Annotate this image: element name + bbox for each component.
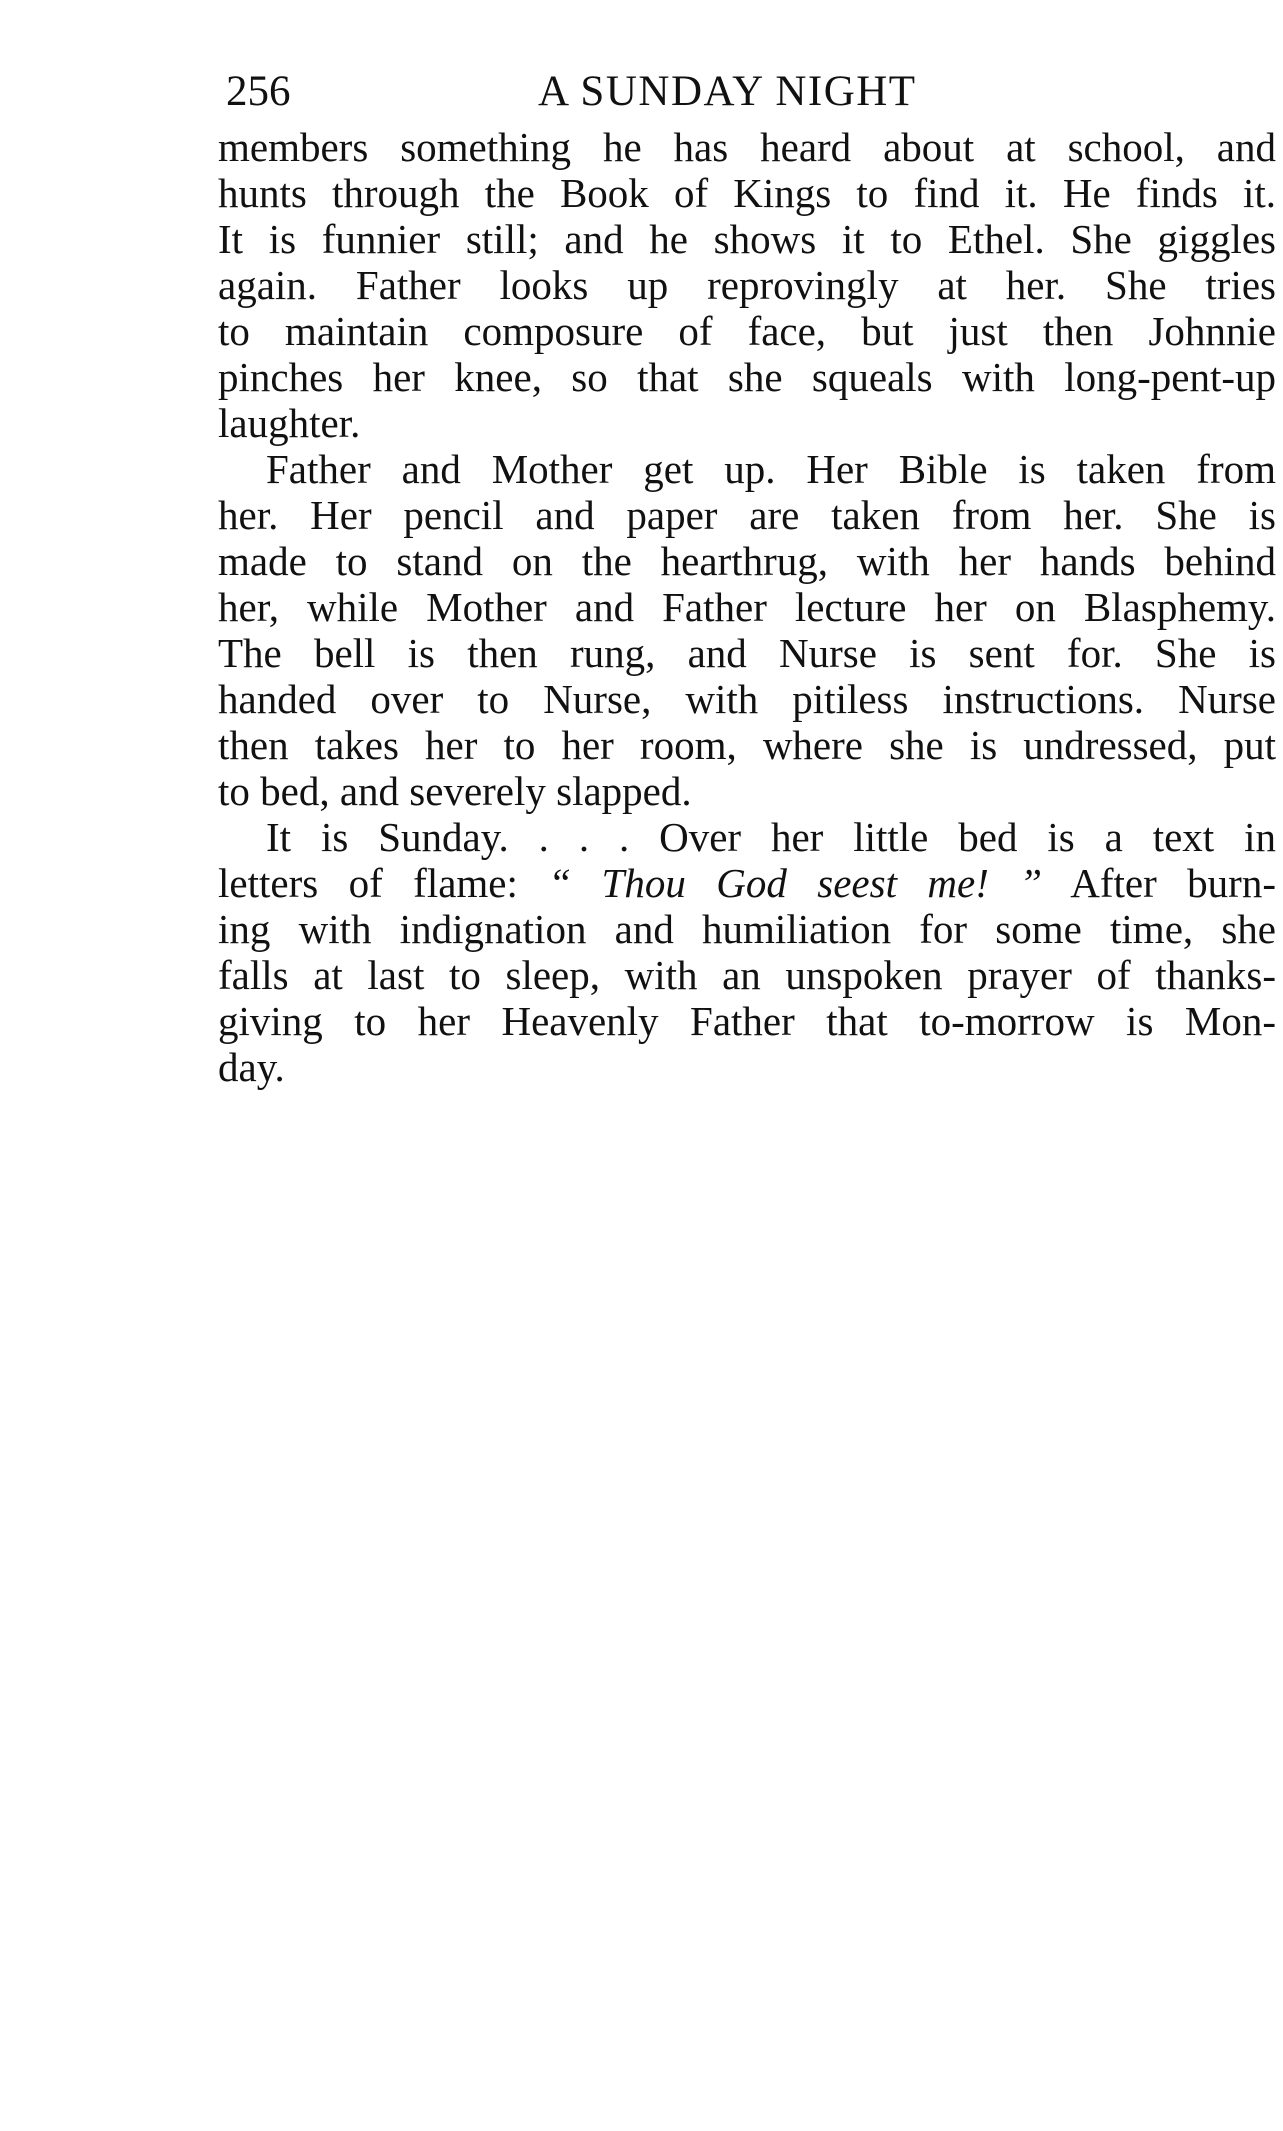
text-line: pinches her knee, so that she squeals with long-pent-up bbox=[218, 354, 1276, 400]
text-line: then takes her to her room, where she is undressed, put bbox=[218, 722, 1276, 768]
text-line: falls at last to sleep, with an unspoken prayer of thanks- bbox=[218, 952, 1276, 998]
text-line: Father and Mother get up. Her Bible is taken from bbox=[266, 446, 1276, 492]
text-fragment: After burn- bbox=[1042, 860, 1276, 906]
text-line: her, while Mother and Father lecture her on Blasphemy. bbox=[218, 584, 1276, 630]
text-line: handed over to Nurse, with pitiless instructions. Nurse bbox=[218, 676, 1276, 722]
text-line: hunts through the Book of Kings to find it. He finds it. bbox=[218, 170, 1276, 216]
text-line: her. Her pencil and paper are taken from her. She is bbox=[218, 492, 1276, 538]
text-line: It is Sunday. . . . Over her little bed is a text in bbox=[266, 814, 1276, 860]
text-line: ing with indignation and humiliation for some time, she bbox=[218, 906, 1276, 952]
text-line: to bed, and severely slapped. bbox=[218, 768, 692, 814]
text-line: It is funnier still; and he shows it to Ethel. She giggles bbox=[218, 216, 1276, 262]
page-number: 256 bbox=[226, 68, 291, 115]
italic-quote: “ Thou God seest me! ” bbox=[548, 860, 1043, 906]
text-line: to maintain composure of face, but just then Johnnie bbox=[218, 308, 1276, 354]
body-text bbox=[218, 124, 1276, 1090]
running-title: A SUNDAY NIGHT bbox=[538, 68, 917, 115]
text-line: laughter. bbox=[218, 400, 361, 446]
text-line: The bell is then rung, and Nurse is sent for. She is bbox=[218, 630, 1276, 676]
text-line: made to stand on the hearthrug, with her hands behind bbox=[218, 538, 1276, 584]
running-head bbox=[218, 60, 1276, 124]
paragraph-3 bbox=[218, 814, 1276, 1090]
text-fragment: letters of flame: bbox=[218, 860, 549, 906]
text-line: again. Father looks up reprovingly at her. She tries bbox=[218, 262, 1276, 308]
paragraph-2 bbox=[218, 446, 1276, 814]
book-page bbox=[218, 60, 1276, 1090]
text-line: members something he has heard about at school, and bbox=[218, 124, 1276, 170]
text-line: giving to her Heavenly Father that to-morrow is Mon- bbox=[218, 998, 1276, 1044]
text-line-with-quote bbox=[218, 860, 1276, 906]
paragraph-1 bbox=[218, 124, 1276, 446]
text-line: day. bbox=[218, 1044, 285, 1090]
